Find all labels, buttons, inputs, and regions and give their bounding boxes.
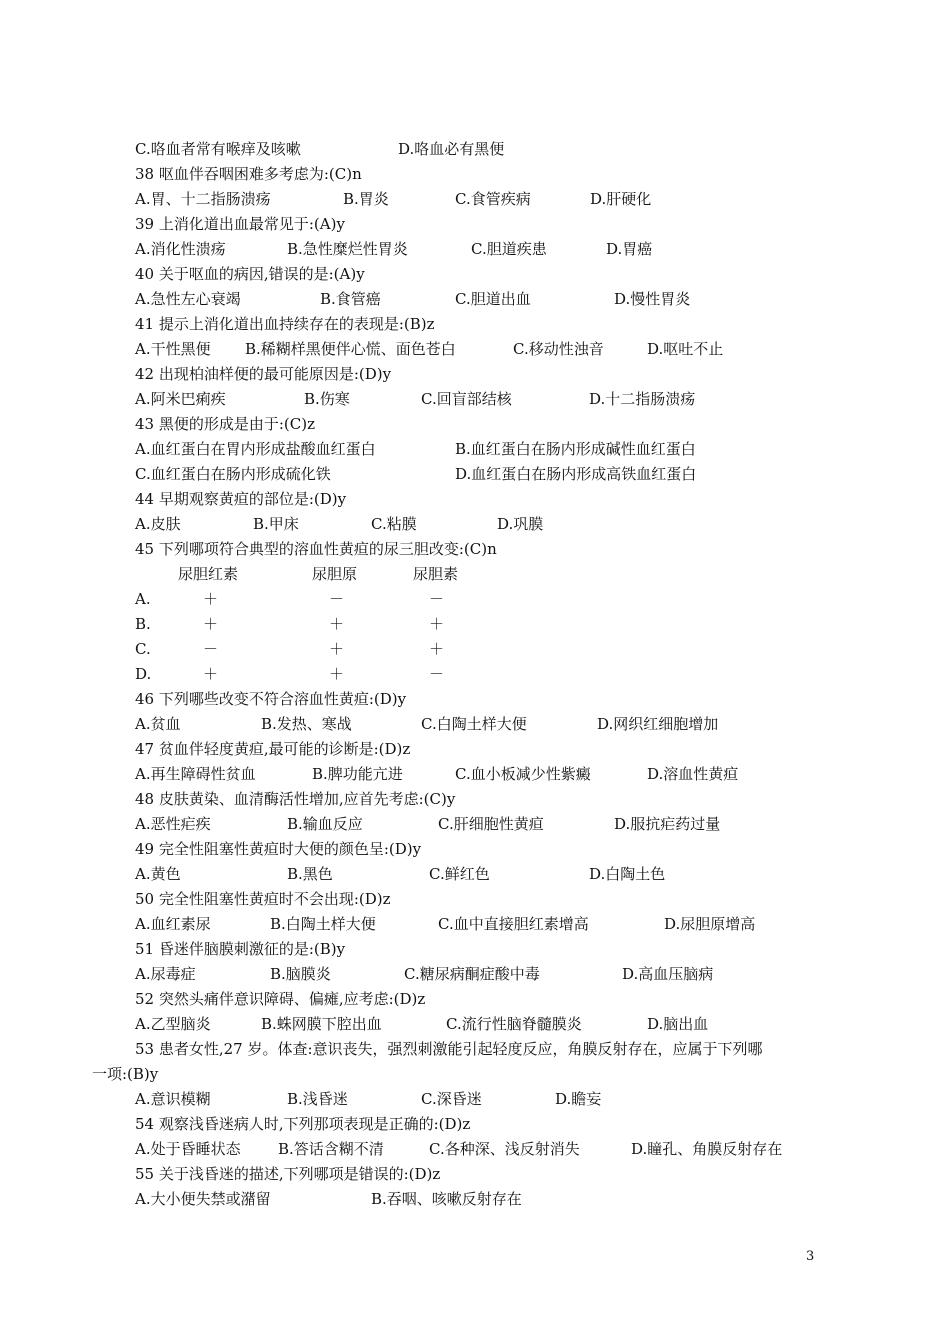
- text-segment: D.服抗疟药过量: [614, 815, 721, 833]
- text-segment: ＋: [329, 640, 345, 658]
- text-segment: A.胃、十二指肠溃疡: [135, 190, 271, 208]
- text-segment: A.血红蛋白在胃内形成盐酸血红蛋白: [135, 440, 376, 458]
- text-segment: A.乙型脑炎: [135, 1015, 211, 1033]
- text-segment: C.: [135, 640, 151, 658]
- text-segment: C.胆道疾患: [471, 240, 547, 258]
- text-segment: B.发热、寒战: [261, 715, 352, 733]
- text-segment: B.脑膜炎: [270, 965, 331, 983]
- text-segment: A.处于昏睡状态: [135, 1140, 241, 1158]
- text-segment: C.胆道出血: [455, 290, 531, 308]
- text-segment: D.血红蛋白在肠内形成高铁血红蛋白: [455, 465, 697, 483]
- text-segment: A.: [135, 590, 151, 608]
- text-segment: 50 完全性阻塞性黄疸时不会出现:(D)z: [135, 890, 391, 908]
- text-segment: 53 患者女性,27 岁。体查:意识丧失，强烈刺激能引起轻度反应，角膜反射存在，应属于下列哪: [135, 1040, 763, 1058]
- text-segment: 39 上消化道出血最常见于:(A)y: [135, 215, 345, 233]
- text-segment: C.糖尿病酮症酸中毒: [404, 965, 540, 983]
- text-segment: 尿胆红素: [178, 565, 239, 583]
- text-segment: B.吞咽、咳嗽反射存在: [371, 1190, 522, 1208]
- text-segment: B.伤寒: [304, 390, 350, 408]
- text-segment: B.: [135, 615, 151, 633]
- text-segment: B.黑色: [287, 865, 333, 883]
- text-segment: C.咯血者常有喉痒及咳嗽: [135, 140, 301, 158]
- text-segment: B.脾功能亢进: [312, 765, 403, 783]
- text-segment: C.粘膜: [371, 515, 417, 533]
- text-segment: C.各种深、浅反射消失: [429, 1140, 580, 1158]
- text-segment: 43 黑便的形成是由于:(C)z: [135, 415, 315, 433]
- text-segment: 38 呕血伴吞咽困难多考虑为:(C)n: [135, 165, 362, 183]
- text-segment: D.咯血必有黑便: [398, 140, 505, 158]
- page-number: 3: [806, 1249, 815, 1264]
- text-segment: D.瞻妄: [555, 1090, 602, 1108]
- text-segment: B.急性糜烂性胃炎: [287, 240, 408, 258]
- text-segment: C.肝细胞性黄疸: [438, 815, 544, 833]
- text-segment: 42 出现柏油样便的最可能原因是:(D)y: [135, 365, 392, 383]
- text-segment: 51 昏迷伴脑膜刺激征的是:(B)y: [135, 940, 346, 958]
- text-segment: D.: [135, 665, 152, 683]
- text-segment: ＋: [429, 640, 445, 658]
- text-segment: D.巩膜: [497, 515, 544, 533]
- text-segment: 55 关于浅昏迷的描述,下列哪项是错误的:(D)z: [135, 1165, 441, 1183]
- text-segment: C.鲜红色: [429, 865, 490, 883]
- text-segment: ＋: [429, 615, 445, 633]
- text-segment: ＋: [203, 665, 219, 683]
- text-segment: D.脑出血: [647, 1015, 709, 1033]
- text-segment: －: [429, 590, 445, 608]
- text-segment: 45 下列哪项符合典型的溶血性黄疸的尿三胆改变:(C)n: [135, 540, 497, 558]
- text-segment: A.大小便失禁或潴留: [135, 1190, 271, 1208]
- text-segment: B.血红蛋白在肠内形成碱性血红蛋白: [455, 440, 696, 458]
- text-segment: 52 突然头痛伴意识障碍、偏瘫,应考虑:(D)z: [135, 990, 426, 1008]
- text-segment: 48 皮肤黄染、血清酶活性增加,应首先考虑:(C)y: [135, 790, 456, 808]
- text-segment: B.胃炎: [343, 190, 389, 208]
- text-segment: 一项:(B)y: [92, 1065, 159, 1083]
- text-segment: ＋: [203, 590, 219, 608]
- text-segment: D.胃癌: [606, 240, 653, 258]
- text-segment: D.尿胆原增高: [664, 915, 756, 933]
- text-segment: A.皮肤: [135, 515, 181, 533]
- text-segment: C.血中直接胆红素增高: [438, 915, 589, 933]
- text-segment: D.白陶土色: [589, 865, 666, 883]
- text-segment: C.血红蛋白在肠内形成硫化铁: [135, 465, 331, 483]
- text-segment: B.稀糊样黑便伴心慌、面色苍白: [245, 340, 456, 358]
- text-segment: 尿胆素: [413, 565, 459, 583]
- text-segment: A.血红素尿: [135, 915, 211, 933]
- text-segment: D.网织红细胞增加: [597, 715, 719, 733]
- text-segment: B.输血反应: [287, 815, 363, 833]
- text-segment: －: [329, 590, 345, 608]
- text-segment: C.深昏迷: [421, 1090, 482, 1108]
- text-segment: ＋: [203, 615, 219, 633]
- text-segment: A.恶性疟疾: [135, 815, 211, 833]
- text-segment: A.尿毒症: [135, 965, 196, 983]
- text-segment: A.再生障碍性贫血: [135, 765, 256, 783]
- text-segment: B.白陶土样大便: [270, 915, 376, 933]
- text-segment: 54 观察浅昏迷病人时,下列那项表现是正确的:(D)z: [135, 1115, 471, 1133]
- text-segment: D.高血压脑病: [622, 965, 714, 983]
- text-segment: A.阿米巴痢疾: [135, 390, 226, 408]
- text-segment: B.蛛网膜下腔出血: [261, 1015, 382, 1033]
- text-segment: ＋: [329, 615, 345, 633]
- text-segment: D.呕吐不止: [647, 340, 724, 358]
- text-segment: －: [203, 640, 219, 658]
- text-segment: B.甲床: [253, 515, 299, 533]
- text-segment: A.贫血: [135, 715, 181, 733]
- text-segment: C.流行性脑脊髓膜炎: [446, 1015, 582, 1033]
- text-segment: 44 早期观察黄疸的部位是:(D)y: [135, 490, 347, 508]
- text-segment: C.白陶土样大便: [421, 715, 527, 733]
- text-segment: A.干性黑便: [135, 340, 211, 358]
- text-segment: D.肝硬化: [590, 190, 652, 208]
- text-segment: D.溶血性黄疸: [647, 765, 739, 783]
- text-segment: 46 下列哪些改变不符合溶血性黄疸:(D)y: [135, 690, 407, 708]
- text-segment: B.浅昏迷: [287, 1090, 348, 1108]
- text-segment: B.食管癌: [320, 290, 381, 308]
- text-segment: C.移动性浊音: [513, 340, 604, 358]
- text-segment: C.血小板减少性紫癜: [455, 765, 591, 783]
- text-segment: D.慢性胃炎: [614, 290, 691, 308]
- text-segment: 40 关于呕血的病因,错误的是:(A)y: [135, 265, 365, 283]
- text-segment: C.回盲部结核: [421, 390, 512, 408]
- text-segment: 47 贫血伴轻度黄疸,最可能的诊断是:(D)z: [135, 740, 411, 758]
- text-segment: D.十二指肠溃疡: [589, 390, 696, 408]
- text-segment: D.瞳孔、角膜反射存在: [631, 1140, 783, 1158]
- text-segment: ＋: [329, 665, 345, 683]
- text-segment: B.答话含糊不清: [278, 1140, 384, 1158]
- text-segment: A.急性左心衰竭: [135, 290, 241, 308]
- text-segment: 尿胆原: [312, 565, 358, 583]
- text-segment: A.黄色: [135, 865, 181, 883]
- text-segment: A.消化性溃疡: [135, 240, 226, 258]
- text-segment: －: [429, 665, 445, 683]
- text-segment: 41 提示上消化道出血持续存在的表现是:(B)z: [135, 315, 435, 333]
- text-segment: C.食管疾病: [455, 190, 531, 208]
- text-segment: A.意识模糊: [135, 1090, 211, 1108]
- text-segment: 49 完全性阻塞性黄疸时大便的颜色呈:(D)y: [135, 840, 422, 858]
